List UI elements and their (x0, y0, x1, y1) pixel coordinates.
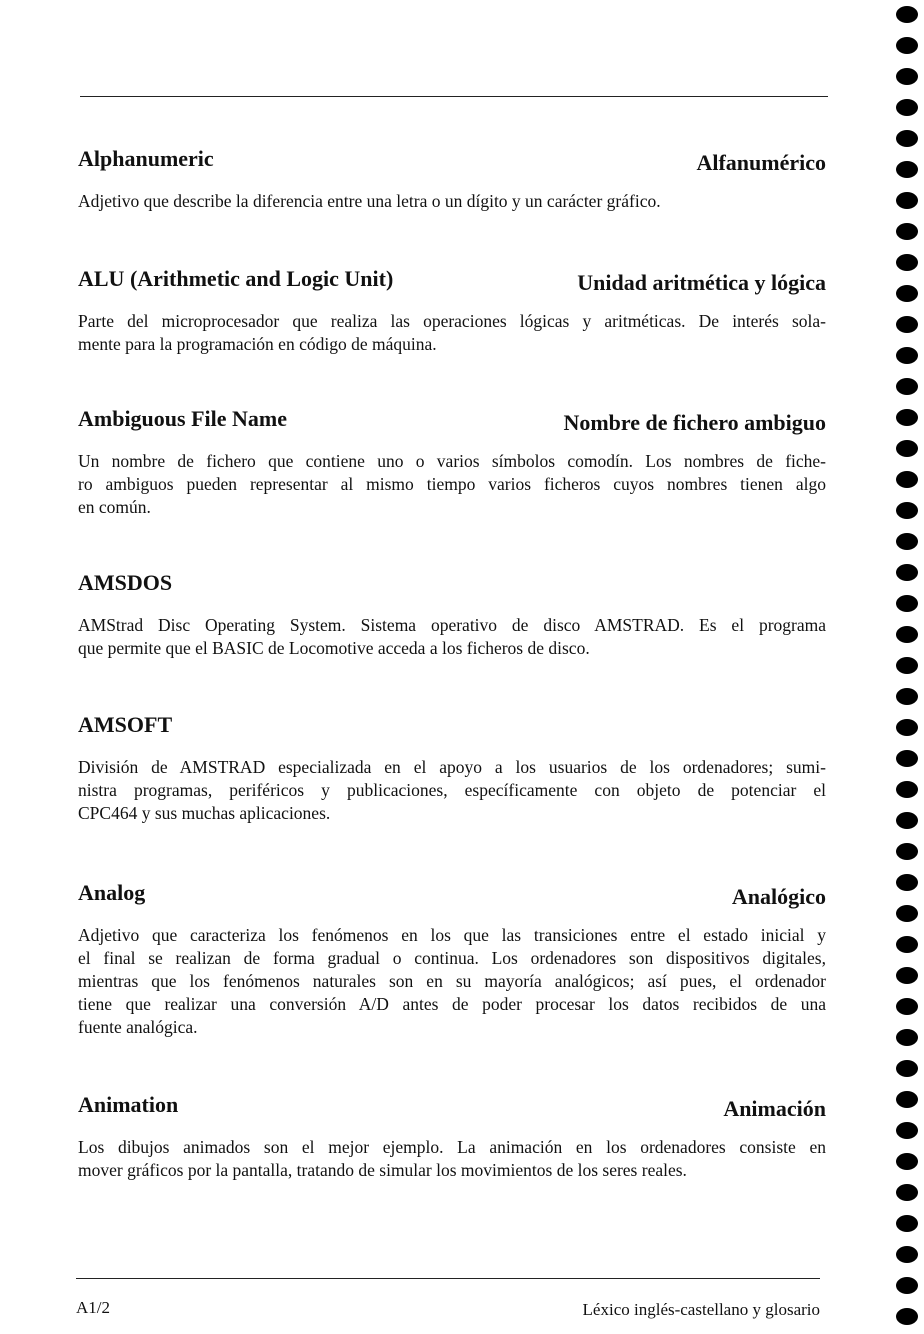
definition-line: ro ambiguos pueden representar al mismo tiempo varios ficheros cuyos nombres tienen algo (78, 474, 826, 494)
term-spanish: Alfanumérico (696, 150, 826, 175)
glossary-entry-analog (78, 880, 826, 1039)
glossary-entry-amsoft (78, 712, 826, 825)
definition-line: AMStrad Disc Operating System. Sistema operativo de disco AMSTRAD. Es el programa (78, 615, 826, 635)
binder-hole (896, 812, 918, 829)
definition (78, 756, 826, 825)
definition-line: que permite que el BASIC de Locomotive acceda a los ficheros de disco. (78, 638, 590, 658)
glossary-entry-ambiguous-file-name (78, 406, 826, 519)
binder-hole (896, 347, 918, 364)
binder-hole (896, 440, 918, 457)
binder-hole (896, 285, 918, 302)
definition-line: nistra programas, periféricos y publicaciones, específicamente con objeto de potenciar el (78, 780, 826, 800)
definition (78, 450, 826, 519)
glossary-entry-alphanumeric (78, 146, 826, 213)
term-spanish: Nombre de fichero ambiguo (563, 410, 826, 435)
binder-hole (896, 626, 918, 643)
binder-hole (896, 998, 918, 1015)
definition (78, 310, 826, 356)
definition-line: en común. (78, 497, 151, 517)
binder-hole (896, 657, 918, 674)
binder-hole (896, 967, 918, 984)
binder-hole (896, 1029, 918, 1046)
binder-hole (896, 409, 918, 426)
binder-hole (896, 1277, 918, 1294)
definition-line: Los dibujos animados son el mejor ejemplo. La animación en los ordenadores consiste en (78, 1137, 826, 1157)
definition-line: Un nombre de fichero que contiene uno o varios símbolos comodín. Los nombres de fiche- (78, 451, 826, 471)
binder-hole (896, 1246, 918, 1263)
definition-line: Adjetivo que describe la diferencia entre una letra o un dígito y un carácter gráfico. (78, 191, 661, 211)
binder-hole (896, 1215, 918, 1232)
term-english: ALU (Arithmetic and Logic Unit) (78, 266, 394, 291)
binder-hole (896, 130, 918, 147)
term-english: AMSDOS (78, 570, 173, 595)
binder-hole (896, 564, 918, 581)
definition-line: División de AMSTRAD especializada en el apoyo a los usuarios de los ordenadores; sumi- (78, 757, 826, 777)
section-title: Léxico inglés-castellano y glosario (582, 1300, 820, 1319)
term-spanish: Unidad aritmética y lógica (577, 270, 826, 295)
definition-line: mientras que los fenómenos naturales son en su mayoría analógicos; así pues, el ordenador (78, 971, 826, 991)
definition (78, 1136, 826, 1182)
binder-hole (896, 781, 918, 798)
definition-line: Parte del microprocesador que realiza las operaciones lógicas y aritméticas. De interés sola- (78, 311, 826, 331)
definition-line: CPC464 y sus muchas aplicaciones. (78, 803, 331, 823)
binder-hole (896, 905, 918, 922)
binder-hole (896, 161, 918, 178)
definition-line: mente para la programación en código de máquina. (78, 334, 437, 354)
binder-hole (896, 68, 918, 85)
binder-hole (896, 192, 918, 209)
term-english: Animation (78, 1092, 179, 1117)
binder-hole (896, 1122, 918, 1139)
binder-hole (896, 1153, 918, 1170)
binder-hole (896, 99, 918, 116)
binder-hole (896, 1184, 918, 1201)
binder-hole (896, 223, 918, 240)
binder-hole (896, 750, 918, 767)
definition (78, 190, 826, 213)
term-english: AMSOFT (78, 712, 173, 737)
binder-holes (896, 0, 924, 1334)
term-spanish: Animación (723, 1096, 826, 1121)
binder-hole (896, 719, 918, 736)
binder-hole (896, 378, 918, 395)
definition-line: el final se realizan de forma gradual o continua. Los ordenadores son dispositivos digitales, (78, 948, 826, 968)
glossary-entry-animation (78, 1092, 826, 1182)
binder-hole (896, 6, 918, 23)
glossary-entry-alu (78, 266, 826, 356)
binder-hole (896, 502, 918, 519)
glossary-entry-amsdos (78, 570, 826, 660)
binder-hole (896, 316, 918, 333)
binder-hole (896, 595, 918, 612)
definition-line: tiene que realizar una conversión A/D antes de poder procesar los datos recibidos de una (78, 994, 826, 1014)
term-english: Analog (78, 880, 146, 905)
binder-hole (896, 471, 918, 488)
definition-line: fuente analógica. (78, 1017, 198, 1037)
binder-hole (896, 533, 918, 550)
binder-hole (896, 1091, 918, 1108)
binder-hole (896, 1060, 918, 1077)
binder-hole (896, 37, 918, 54)
term-english: Ambiguous File Name (78, 406, 287, 431)
definition (78, 614, 826, 660)
term-spanish: Analógico (731, 884, 826, 909)
binder-hole (896, 254, 918, 271)
binder-hole (896, 688, 918, 705)
page-number: A1/2 (76, 1298, 110, 1317)
binder-hole (896, 874, 918, 891)
definition (78, 924, 826, 1039)
bottom-rule (76, 1278, 820, 1279)
definition-line: mover gráficos por la pantalla, tratando de simular los movimientos de los seres reales. (78, 1160, 687, 1180)
binder-hole (896, 843, 918, 860)
binder-hole (896, 1308, 918, 1325)
definition-line: Adjetivo que caracteriza los fenómenos en los que las transiciones entre el estado inicial y (78, 925, 826, 945)
term-english: Alphanumeric (78, 146, 214, 171)
binder-hole (896, 936, 918, 953)
top-rule (80, 96, 828, 97)
